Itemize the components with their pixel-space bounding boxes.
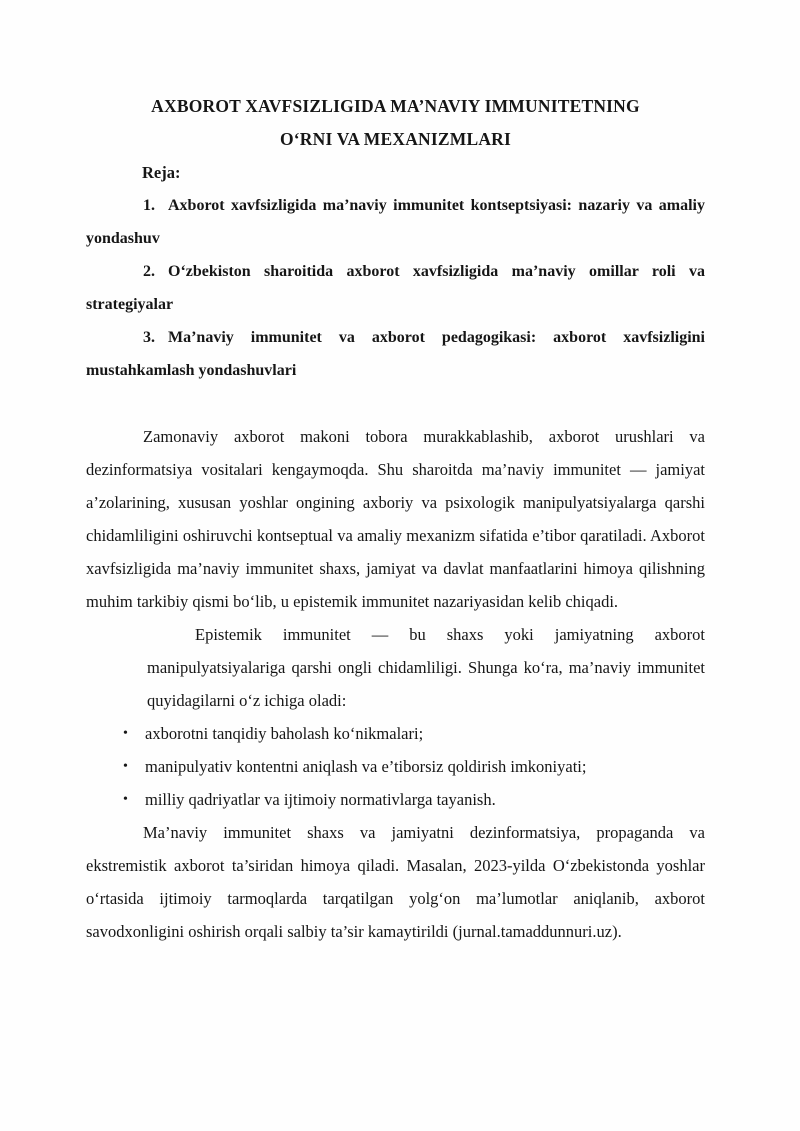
bullet-item-3 [86,783,705,816]
plan-item-3-text: Ma’naviy immunitet va axborot pedagogikasi: axborot xavfsizligini mustahkamlash yondashuvlari [86,329,705,379]
plan-item-3-number: 3. [143,329,155,346]
plan-item-1-text: Axborot xavfsizligida ma’naviy immunitet kontseptsiyasi: nazariy va amaliy yondashuv [86,197,705,247]
plan-item-3 [86,321,705,387]
document-title-line-2: O‘RNI VA MEXANIZMLARI [279,129,512,149]
bullet-item-1 [86,717,705,750]
bullet-icon: • [123,726,128,741]
plan-item-2-text: O‘zbekiston sharoitida axborot xavfsizligida ma’naviy omillar roli va strategiyalar [86,263,705,313]
paragraph-conclusion: Ma’naviy immunitet shaxs va jamiyatni dezinformatsiya, propaganda va ekstremistik axborot ta’siridan himoya qiladi. Masalan, 2023-yilda O‘zbekistonda yoshlar o‘rtasida ijtimoiy tarmoqlarda tarqatilgan yolg‘on ma’lumotlar aniqlanib, axborot savodxonligini oshirish orqali salbiy ta’sir kamaytirildi (jurnal.tamaddunnuri.uz). [86,823,705,941]
bullet-item-1-text: axborotni tanqidiy baholash ko‘nikmalari; [145,724,424,743]
bullet-item-2 [86,750,705,783]
bullet-list [86,717,705,816]
bullet-item-3-text: milliy qadriyatlar va ijtimoiy normativlarga tayanish. [145,790,496,809]
paragraph-intro: Zamonaviy axborot makoni tobora murakkablashib, axborot urushlari va dezinformatsiya vositalari kengaymoqda. Shu sharoitda ma’naviy immunitet — jamiyat a’zolarining, xususan yoshlar ongining axboriy va psixologik manipulyatsiyalarga qarshi chidamliligini oshiruvchi kontseptual va amaliy mexanizm sifatida e’tibor qaratiladi. Axborot xavfsizligida ma’naviy immunitet shaxs, jamiyat va davlat manfaatlarini himoya qilishning muhim tarkibiy qismi bo‘lib, u epistemik immunitet nazariyasidan kelib chiqadi. [86,427,705,611]
bullet-icon: • [123,759,128,774]
plan-heading: Reja: [142,163,181,182]
plan-item-2 [86,255,705,321]
document-title-line-1: AXBOROT XAVFSIZLIGIDA MA’NAVIY IMMUNITETNING [151,96,640,116]
plan-item-1-number: 1. [143,197,155,214]
bullet-item-2-text: manipulyativ kontentni aniqlash va e’tiborsiz qoldirish imkoniyati; [145,757,587,776]
plan-item-2-number: 2. [143,263,155,280]
plan-item-1 [86,189,705,255]
bullet-icon: • [123,792,128,807]
paragraph-epistemic: Epistemik immunitet — bu shaxs yoki jamiyatning axborot manipulyatsiyalariga qarshi ongli chidamliligi. Shunga ko‘ra, ma’naviy immunitet quyidagilarni o‘z ichiga oladi: [147,625,705,710]
